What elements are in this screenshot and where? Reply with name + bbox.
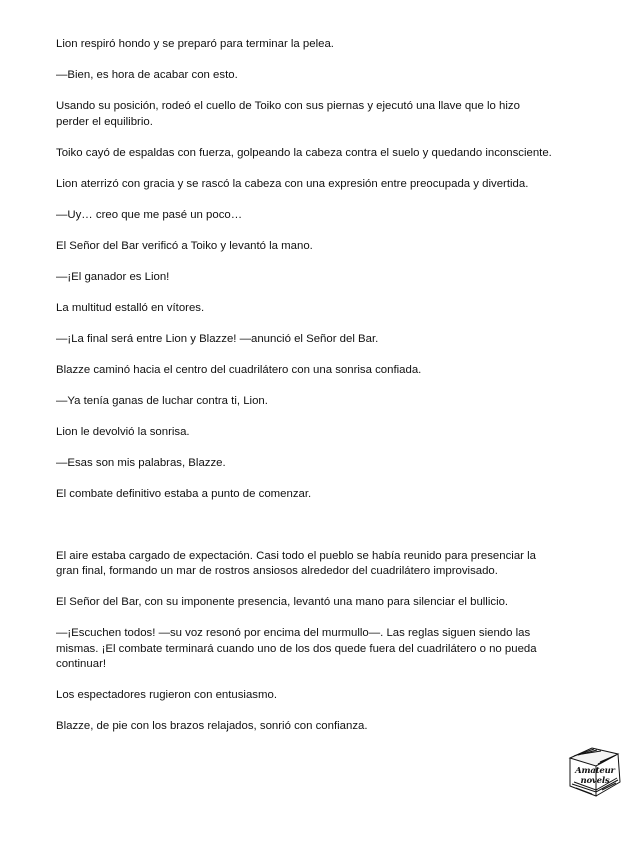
paragraph: —¡El ganador es Lion! <box>56 270 170 283</box>
section-1 <box>56 37 556 502</box>
paragraph: Lion respiró hondo y se preparó para terminar la pelea. <box>56 38 334 50</box>
paragraph: —Esas son mis palabras, Blazze. <box>56 456 226 469</box>
paragraph: —¡Escuchen todos! —su voz resonó por encima del murmullo—. Las reglas siguen siendo las mismas. ¡El combate terminará cuando uno de los dos quede fuera del cuadrilátero o no pueda continuar! <box>56 627 537 670</box>
paragraph: —Bien, es hora de acabar con esto. <box>56 69 238 81</box>
paragraph: El aire estaba cargado de expectación. Casi todo el pueblo se había reunido para presenciar la gran final, formando un mar de rostros ansiosos alrededor del cuadrilátero improvisado. <box>56 549 536 577</box>
paragraph: —¡La final será entre Lion y Blazze! —anunció el Señor del Bar. <box>56 332 379 345</box>
section-break <box>56 518 556 549</box>
paragraph: —Uy… creo que me pasé un poco… <box>56 208 243 221</box>
paragraph: El Señor del Bar verificó a Toiko y levantó la mano. <box>56 239 313 252</box>
document-page <box>56 37 556 750</box>
section-2 <box>56 549 556 735</box>
paragraph: Usando su posición, rodeó el cuello de Toiko con sus piernas y ejecutó una llave que lo hizo perder el equilibrio. <box>56 100 520 128</box>
paragraph: La multitud estalló en vítores. <box>56 301 205 314</box>
paragraph: El combate definitivo estaba a punto de comenzar. <box>56 487 312 500</box>
paragraph: Los espectadores rugieron con entusiasmo. <box>56 689 277 701</box>
paragraph: —Ya tenía ganas de luchar contra ti, Lion. <box>56 394 268 407</box>
amateur-novels-logo <box>562 740 628 800</box>
paragraph: Lion aterrizó con gracia y se rascó la cabeza con una expresión entre preocupada y divertida. <box>56 177 529 190</box>
paragraph: Blazze, de pie con los brazos relajados, sonrió con confianza. <box>56 720 368 732</box>
paragraph: Blazze caminó hacia el centro del cuadrilátero con una sonrisa confiada. <box>56 363 422 376</box>
paragraph: Toiko cayó de espaldas con fuerza, golpeando la cabeza contra el suelo y quedando inconsciente. <box>56 146 552 159</box>
logo-text: Amateur novels <box>575 766 615 786</box>
paragraph: El Señor del Bar, con su imponente presencia, levantó una mano para silenciar el bullicio. <box>56 596 509 608</box>
paragraph: Lion le devolvió la sonrisa. <box>56 425 190 438</box>
